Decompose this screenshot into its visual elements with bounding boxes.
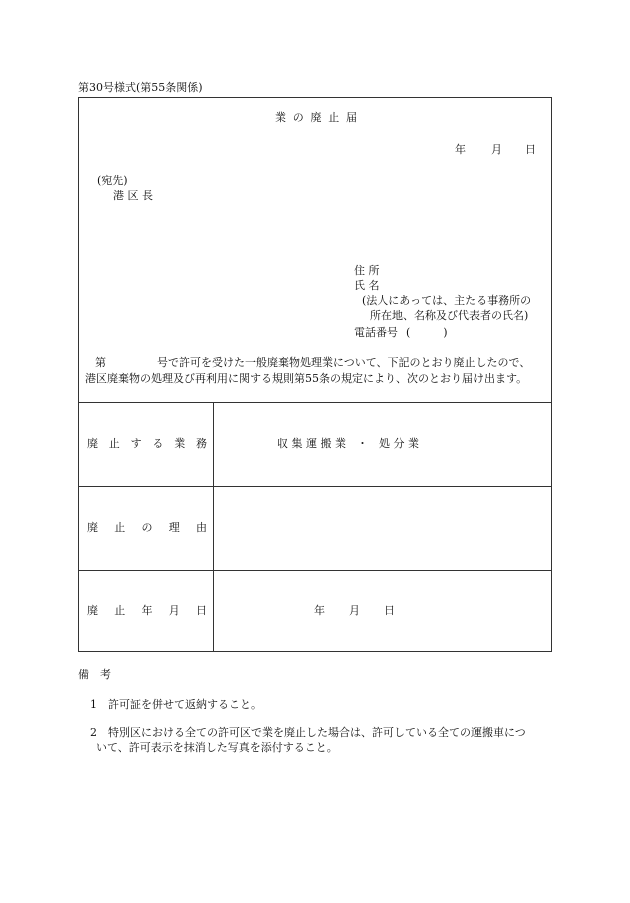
date-month-label: 月 xyxy=(491,143,502,156)
row2-label xyxy=(87,521,207,535)
remark2-line2: いて、許可表示を抹消した写真を添付すること。 xyxy=(96,741,338,754)
corporate-note-line2: 所在地、名称及び代表者の氏名) xyxy=(370,309,529,322)
corporate-note-line1: (法人にあっては、主たる事務所の xyxy=(362,294,532,307)
label-char: 務 xyxy=(195,437,207,450)
table-row-divider xyxy=(79,570,551,571)
table-row-divider xyxy=(79,486,551,487)
row3-day-label: 日 xyxy=(384,604,395,617)
label-char: す xyxy=(130,437,142,450)
remarks-heading: 備 考 xyxy=(78,668,111,681)
form-box xyxy=(78,97,552,652)
addressee-label: (宛先) xyxy=(97,174,128,187)
date-year-label: 年 xyxy=(455,143,466,156)
title-char: 業 xyxy=(275,111,286,124)
address-label: 住 所 xyxy=(354,264,380,277)
label-char: 廃 xyxy=(87,604,98,617)
row3-month-label: 月 xyxy=(349,604,360,617)
row3-label xyxy=(87,604,207,618)
label-char: 止 xyxy=(108,437,120,450)
row1-label xyxy=(87,437,207,451)
remark1-number: 1 xyxy=(90,698,97,711)
phone-label: 電話番号 xyxy=(354,326,398,339)
title-char: 廃 xyxy=(310,111,322,124)
label-char: 月 xyxy=(168,604,180,617)
title-char: の xyxy=(292,111,304,124)
statement-line1: 号で許可を受けた一般廃棄物処理業について、下記のとおり廃止したので、 xyxy=(157,356,531,369)
label-char: 年 xyxy=(141,604,153,617)
statement-prefix: 第 xyxy=(95,356,106,369)
form-title xyxy=(275,111,357,125)
remark1-text: 許可証を併せて返納すること。 xyxy=(108,698,262,711)
table-column-divider xyxy=(213,402,214,652)
label-char: 理 xyxy=(168,521,180,534)
remark2-line1: 特別区における全ての許可区で業を廃止した場合は、許可している全ての運搬車につ xyxy=(108,726,526,739)
form-number: 第30号様式(第55条関係) xyxy=(78,81,203,94)
label-char: 業 xyxy=(174,437,186,450)
row3-year-label: 年 xyxy=(314,604,325,617)
label-char: 止 xyxy=(114,604,126,617)
statement-line2: 港区廃棄物の処理及び再利用に関する規則第55条の規定により、次のとおり届け出ます。 xyxy=(85,372,528,385)
date-day-label: 日 xyxy=(525,143,536,156)
name-label: 氏 名 xyxy=(354,279,380,292)
label-char: 日 xyxy=(196,604,207,617)
label-char: 廃 xyxy=(87,521,98,534)
label-char: の xyxy=(141,521,153,534)
addressee-name: 港 区 長 xyxy=(113,189,153,202)
phone-parens: ( ) xyxy=(406,326,448,339)
label-char: 由 xyxy=(196,521,207,534)
table-top-border xyxy=(79,402,551,403)
label-char: る xyxy=(152,437,164,450)
row1-value: 収 集 運 搬 業 ・ 処 分 業 xyxy=(277,437,419,450)
title-char: 届 xyxy=(346,111,357,124)
label-char: 廃 xyxy=(87,437,98,450)
remark2-number: 2 xyxy=(90,726,97,739)
label-char: 止 xyxy=(114,521,126,534)
title-char: 止 xyxy=(328,111,340,124)
